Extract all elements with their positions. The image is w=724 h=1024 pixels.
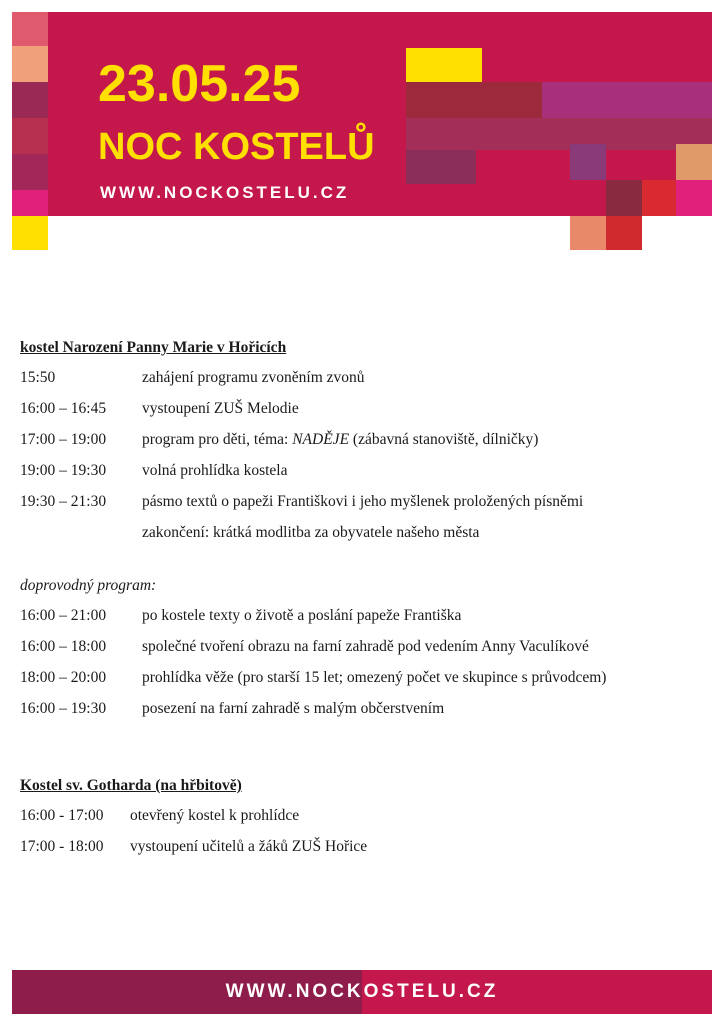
row-time: 16:00 – 19:30 [20,700,107,717]
event-date: 23.05.25 [98,55,301,113]
program-row [20,668,700,699]
decor-tile [642,180,676,216]
section-title: kostel Narození Panny Marie v Hořicích [20,339,287,356]
decor-tile [570,216,606,250]
program-row [20,606,700,637]
row-description: po kostele texty o životě a poslání papeže Františka [142,607,462,624]
row-time: 16:00 – 16:45 [20,400,107,417]
website-link[interactable]: WWW.NOCKOSTELU.CZ [100,183,350,202]
row-description: zakončení: krátká modlitba za obyvatele našeho města [142,524,480,541]
row-time: 19:00 – 19:30 [20,462,107,479]
section-title: Kostel sv. Gotharda (na hřbitově) [20,777,242,794]
program-content [20,338,700,868]
decor-tile [606,216,642,250]
row-time: 16:00 – 21:00 [20,607,107,624]
program-row [20,837,700,868]
decor-tile [676,144,712,180]
decor-tile [12,12,48,46]
desc-text: (zábavná stanoviště, dílničky) [349,431,539,448]
theme-text: NADĚJE [292,431,350,448]
footer-website-link[interactable]: WWW.NOCKOSTELU.CZ [225,981,499,1002]
row-description: vystoupení ZUŠ Melodie [142,400,299,417]
row-description: volná prohlídka kostela [142,462,288,479]
program-row [20,699,700,730]
program-row [20,806,700,837]
row-time: 17:00 - 18:00 [20,838,104,855]
row-time: 16:00 - 17:00 [20,807,104,824]
decor-tile [12,46,48,82]
row-time: 18:00 – 20:00 [20,669,107,686]
section-subtitle: doprovodný program: [20,577,157,594]
decor-tile [406,82,542,118]
decor-tile [570,144,606,180]
decor-tile [542,82,712,118]
row-description: posezení na farní zahradě s malým občerstvením [142,700,445,717]
desc-text: program pro děti, téma: [142,431,293,448]
program-row [20,461,700,492]
row-description [142,430,700,461]
row-description: otevřený kostel k prohlídce [130,807,300,824]
decor-tile [406,48,482,82]
spacer [20,730,700,776]
decor-tile [606,180,642,216]
program-row [20,399,700,430]
row-description: prohlídka věže (pro starší 15 let; omezený počet ve skupince s průvodcem) [142,669,607,686]
event-title: NOC KOSTELŮ [98,126,375,168]
row-time: 19:30 – 21:30 [20,493,107,510]
program-row [20,637,700,668]
program-row [20,492,700,523]
decor-tile [406,118,712,150]
decor-tile [12,154,48,190]
decor-tile [676,180,712,216]
row-description: pásmo textů o papeži Františkovi i jeho myšlenek proložených písněmi [142,493,584,510]
row-time: 16:00 – 18:00 [20,638,107,655]
decor-tile [12,216,48,250]
row-description: vystoupení učitelů a žáků ZUŠ Hořice [130,838,368,855]
decor-tile [12,190,48,216]
program-row [20,430,700,461]
row-description: společné tvoření obrazu na farní zahradě pod vedením Anny Vaculíkové [142,638,589,655]
decor-tile [12,118,48,154]
header-banner [12,12,712,216]
decor-tile [406,150,476,184]
row-time: 17:00 – 19:00 [20,431,107,448]
row-time: 15:50 [20,369,56,386]
row-time [20,523,142,554]
row-description: zahájení programu zvoněním zvonů [142,369,365,386]
program-row [20,368,700,399]
decor-tile [12,82,48,118]
footer-bar [12,970,712,1014]
program-row [20,523,700,554]
